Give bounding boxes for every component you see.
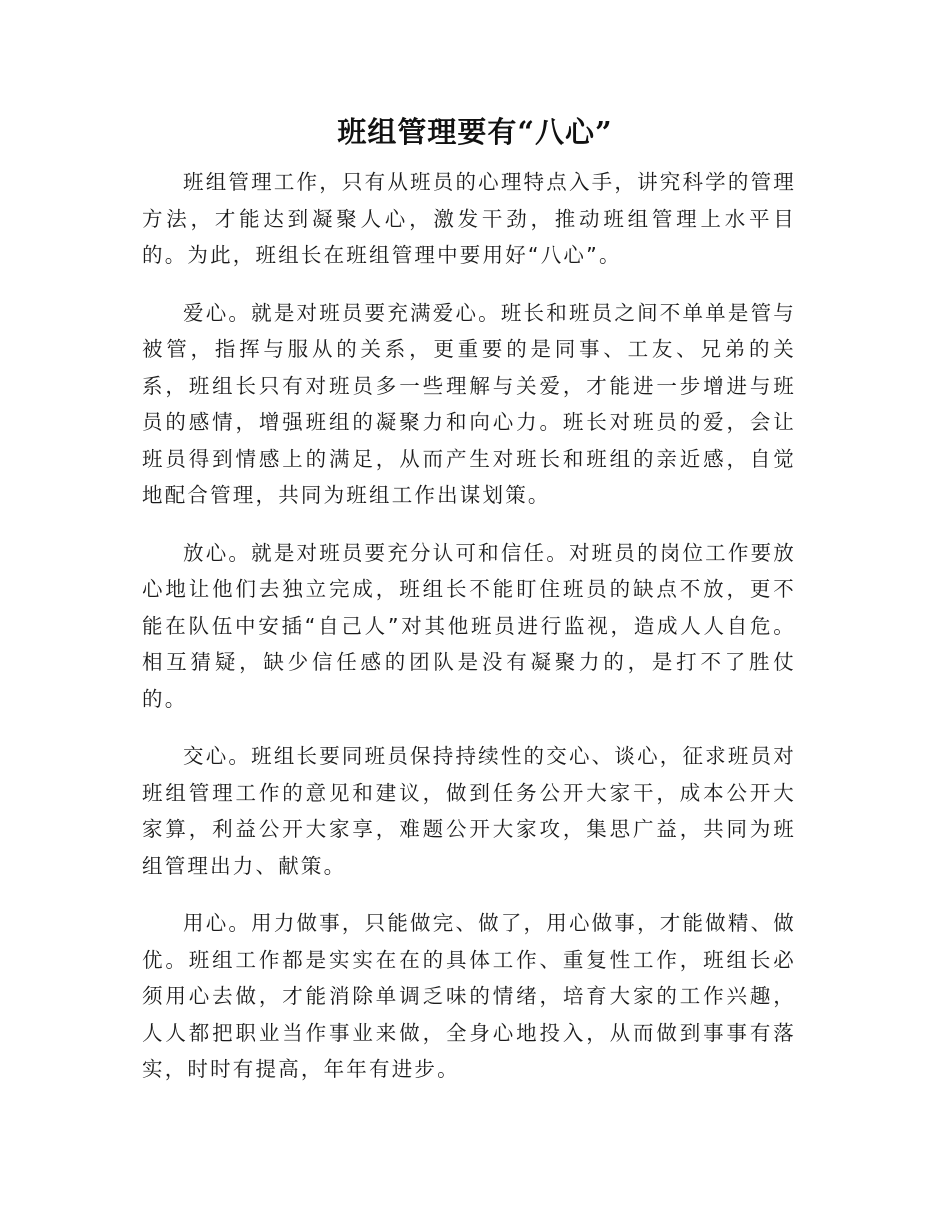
paragraph-yongxin: 用心。用力做事，只能做完、做了，用心做事，才能做精、做优。班组工作都是实实在在的具体工作、重复性工作，班组长必须用心去做，才能消除单调乏味的情绪，培育大家的工作兴趣，人人都把职业当作事业来做，全身心地投入，从而做到事事有落实，时时有提高，年年有进步。 [142, 911, 796, 1081]
paragraph-fangxin: 放心。就是对班员要充分认可和信任。对班员的岗位工作要放心地让他们去独立完成，班组长不能盯住班员的缺点不放，更不能在队伍中安插“自己人”对其他班员进行监视，造成人人自危。相互猜疑，缺少信任感的团队是没有凝聚力的，是打不了胜仗的。 [142, 540, 796, 711]
paragraph-aixin: 爱心。就是对班员要充满爱心。班长和班员之间不单单是管与被管，指挥与服从的关系，更重要的是同事、工友、兄弟的关系，班组长只有对班员多一些理解与关爱，才能进一步增进与班员的感情，增强班组的凝聚力和向心力。班长对班员的爱，会让班员得到情感上的满足，从而产生对班长和班组的亲近感，自觉地配合管理，共同为班组工作出谋划策。 [142, 300, 796, 507]
document-title: 班组管理要有“八心” [337, 115, 613, 149]
document-body [142, 164, 796, 1109]
paragraph-jiaoxin: 交心。班组长要同班员保持持续性的交心、谈心，征求班员对班组管理工作的意见和建议，做到任务公开大家干，成本公开大家算，利益公开大家享，难题公开大家攻，集思广益，共同为班组管理出力、献策。 [142, 744, 796, 878]
intro-paragraph: 班组管理工作，只有从班员的心理特点入手，讲究科学的管理方法，才能达到凝聚人心，激发干劲，推动班组管理上水平目的。为此，班组长在班组管理中要用好“八心”。 [142, 170, 796, 267]
